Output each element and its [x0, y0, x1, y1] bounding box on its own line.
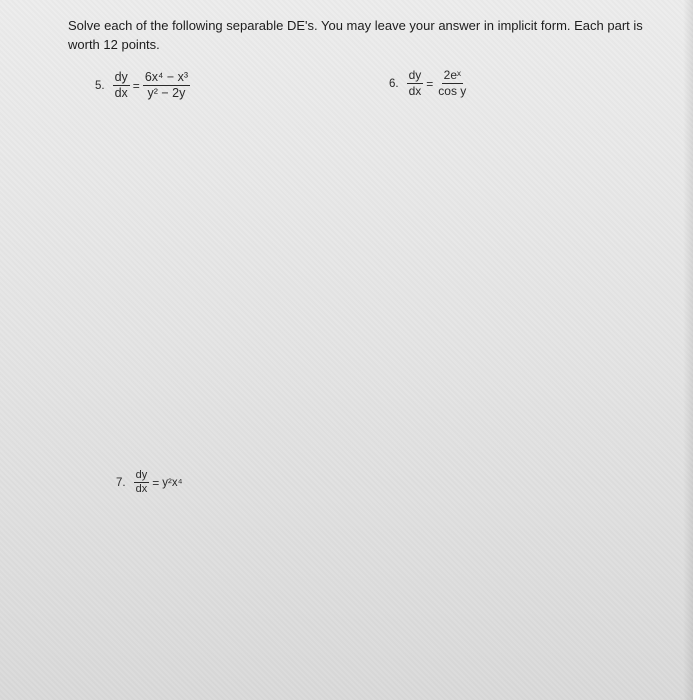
problem-5: [95, 71, 190, 100]
lhs-numerator: dy: [135, 469, 148, 481]
rhs-numerator: 6x⁴ − x³: [144, 70, 189, 84]
rhs-numerator: 2eˣ: [443, 68, 461, 82]
rhs-denominator: y² − 2y: [147, 86, 186, 100]
lhs-fraction: [113, 71, 130, 100]
lhs-denominator: dx: [135, 483, 148, 495]
problem-6: [389, 69, 468, 98]
lhs-numerator: dy: [114, 70, 128, 84]
equals-sign: =: [152, 475, 160, 490]
rhs-denominator: cos y: [438, 84, 467, 98]
lhs-fraction: [407, 69, 424, 98]
problem-7: [116, 470, 183, 495]
instructions-text: Solve each of the following separable DE's. You may leave your answer in implicit form. Each part is worth 12 points.: [68, 18, 643, 52]
lhs-fraction: [134, 470, 150, 495]
rhs-fraction: [436, 69, 468, 98]
rhs-fraction: [143, 71, 190, 100]
problem-number: 6.: [389, 77, 399, 90]
lhs-denominator: dx: [408, 84, 422, 98]
lhs-numerator: dy: [408, 68, 422, 82]
problem-number: 7.: [116, 476, 126, 489]
equals-sign: =: [426, 76, 434, 91]
equals-sign: =: [132, 78, 140, 93]
page-edge-shadow: [683, 0, 693, 700]
problem-number: 5.: [95, 79, 105, 92]
rhs-expression: y²x⁴: [162, 476, 183, 489]
lhs-denominator: dx: [114, 86, 128, 100]
